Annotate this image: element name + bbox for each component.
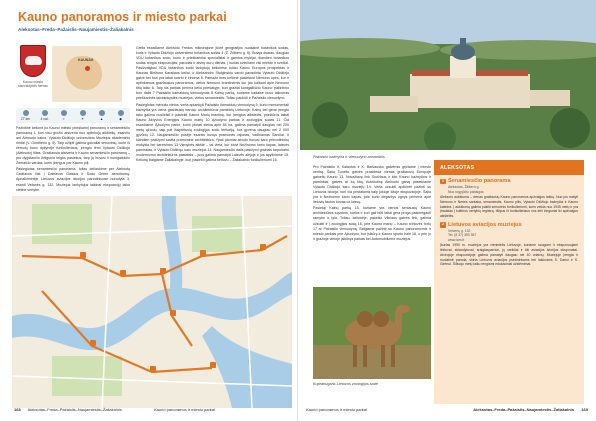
pazaislis-photo — [300, 0, 596, 150]
intro-column — [16, 126, 130, 194]
location-marker-icon — [85, 66, 90, 71]
locator-map-label: KAUNAS — [78, 58, 94, 62]
terrain-icon — [61, 110, 67, 116]
stat-terrain: ≈ — [54, 108, 73, 123]
elevation-icon — [99, 110, 105, 116]
coat-caption: Kauno miesto savivaldybės herbas — [18, 80, 48, 89]
camel-photo-graphic — [313, 287, 431, 379]
aleksotas-sidebar — [434, 160, 584, 404]
stat-duration: 4 val. — [35, 108, 54, 123]
clock-icon — [42, 110, 48, 116]
coat-of-arms-icon — [20, 45, 46, 77]
intro-paragraph: Pasiegiotas senamiesčio panorama, toliau keliaukime per Aleksotą Gaižiavos link į Dainavos Gaisius ir Sodo Grime aerodromą. Apnaikiminėje Lietuvos aviacijos istorijos parodiniuose nurodyta 3, esanti Vetanės g. 132. Muziejus lankytojus laikinai ekspozicijų laiko vietine vertybe. — [16, 167, 130, 192]
sidebar-entry-text: Įkurtas 1990 m. muziejus yra vienintelis Lietuvoje, kuriame saugomi ir eksponuojami lėktuvai, sklandytuvai, sraigtasparniai, jų varikliai ir kiti aviacijos istorijos eksponatai. Atvirojoje ekspozicijoje galima pamatyti daugiau nei 40 orlaivių. Muziejuje įrengta ir nuolatinė paroda, skirta Lietuvos aviacijos pradininkams bei lakūnams S. Dariui ir S. Girėnui. Šiltuoju metų laiku rengiami edukaciniai užsiėmimai. — [440, 243, 578, 267]
stat-distance: 27 km — [16, 108, 35, 123]
left-page-number: 168 — [14, 407, 21, 412]
route-stats — [16, 108, 130, 123]
body-paragraph: Pasiegiotas mėnulio vietos, verta aplankyti Pažaislio kamaldulų vienuolyną 9, kurio monumentali bažnyčia yra viena gražiausių baroko architektūros paminklų Lietuvoje. Kalnų bei gerai įrengtu taku galima nusileisti ir pasiekti Kauno Marių krantinę, kur įrengtos aikštelės, priežiūros laikai Kauno Aktyvios Energijos Kauno marių 10 Ąžuolyno parkas ir zoologijos sodas 11. Čia esančiame Ąžuolyno parke, kurio plotas siekia apie 84 ha, galima pamatyti daugiau nei 200 metų ąžuolų, taip pat išsiplėtusią zoologijos sodo teritoriją, kur gyvena daugiau nei 2 000 gyvūnų 12. Naujamiesčio pusėje esantis buvęs pramonės rajonas, vadinamas Šančiai, ir šiandien pasižymi savita pramonine architektūra. Ypač įdomiai atrodo buvusi karo prievolininkų mokykla bei kareivinės 13 Vienybės aikštė – tai vieta, kur stovi Nežinomo kario kapas, laisvės paminklas, ir Vytauto Didžiojo karo muziejus 14. Naujamiesčio dalis pasižymi gražiais tarpukario modernizmo architektūros pastatais – juos galima pamatyti Laisvės alėjoje ir jos apylinkėse 15. Kelionę baigiame Žaliakalnyje, kurį pasiekti galima keltuvu – Žaliakalnio funikulieriumi 16. — [136, 102, 290, 163]
sidebar-entry — [434, 219, 584, 267]
sidebar-entry-title: Senamiesčio panorama — [448, 178, 511, 184]
right-center-running-title: Kauno panoramos ir miesto parkai — [306, 407, 367, 412]
route-subtitle: Aleksotas–Freda–Pažaislis–Naujamiestis–Žaliakalnis — [18, 27, 134, 32]
sidebar-entry-meta: Veiverių g. 132 — [448, 228, 471, 233]
sidebar-entry-meta: Aleksotas, Žilibero g. — [448, 185, 480, 189]
sidebar-entry-meta: Nuo rugpjūčio pabaigos — [448, 189, 484, 194]
distance-icon — [23, 110, 29, 116]
locator-map — [52, 46, 122, 102]
stat-difficulty: ◆ — [111, 108, 130, 123]
route-map — [12, 196, 292, 408]
sidebar-entry-title: Lietuvos aviacijos muziejus — [448, 221, 522, 228]
sidebar-header: ALEKSOTAS — [434, 160, 584, 175]
body-paragraph: Greta esančiame Aleksoto Fredos mikrorajone įkūrė geografijos nuokalnė botanikos sodas, kuris ir Vytauto Didžiojo universiteto botanikos sodas 4 (Ž. Žilibero g. 6). Buvęs dvaras, daugiau VDU botanikos sodo, kurio ir prieškariniai specialistai ir gamtos mylėjai, šiandien botanikos sodas rengia ekspozicijas, parodas ir atvirų durų dienas, į kurias kviečiami visi miesto ir svečiai. Pasižvalgiusi VDU botanikos sodo lankytojų kelionėse toliau Kauno Europos prospektas ir Kaunas Birštono Karaliaus keliai, o Aleksandro Stulginskio vardo pavadinta Vytauto Didžiojo gatvė bei kuri yra labai svarbi ir žinoma 5. Pamažu mes kelionė pasiekusi Nemuno upės, kur ir aptinkamos gražiausios panoramos, vietos Nemuno krantinėmis kur jau kalbant apie Nemuno tiltą laiko 6. Taip šis parkas perima kelio priešakyje, kuri gražiai kunigaikščio Kauno pažintinio turo dalis 7 Pažaislio kamaldulų vienuolynas 8 Kalnų parką, kuriame kadaise buvo laikomas prieškarinės laivininkystės muziejus, vietos senamiestis. Toliau paukšti ir Pažaislio vienuolyno. — [136, 46, 289, 101]
left-center-running-title: Kauno panoramos ir miesto parkai — [154, 407, 215, 412]
camel-photo — [313, 287, 431, 379]
body-paragraph: Pro Pažaislio II, Kalantos ir K. Baršausko gatvėmis grįžtame į miesto centrą. Šalia Tunelio gatvės prasideda vienas gražiausių Europoje gatvelių Kauno 13. Nuvažiavę link Sodžiaus ir kito Kauno bažnyčios ir paminklai, gatvės ar ką kitą, Aukštutinę Aleksoto gatvę pasiekiame Vytauto Didžiojo karo muziejų 14. Verta užsukti apžiūrėti pažinti su Lietuvos istorija, kuri čia pristatoma kaip jokioje kitoje ekspozicijoje. Šalia yra ir Nežinomo kario kapas, prie kurio degantys ugnys primena apie lietuvių tautos kovas už laisvę. — [313, 165, 431, 205]
right-page-number: 169 — [581, 407, 588, 412]
sun-icon — [80, 110, 86, 116]
left-footer — [14, 407, 122, 412]
right-body-column — [313, 165, 431, 243]
body-paragraph: Pasiekę Kalnų parką 15, kuriame yra vienos seniausių Kauno architektūros sąvokos, kurios ir kuri gali būti labai gera proga pasimėgauti ramybe ir tyla. Toliau, kelionėje, pakeliui Vilniaus gatvės link, galima užsukti ir į zoologijos sodą 16, prie Kauno marių – Kauno tvirtovės fortų 17 ar Pažaislio vienuolyną. Baigiame pažintį su Kauno panoramomis ir miesto parkais prie Ąžuolyno, kur įsikūrę ir Kauno sporto halė 18, o prie jo ir gražioje vietoje įsikūręs parkas bei Automobilizmo muziejus. — [313, 206, 431, 241]
difficulty-icon — [118, 110, 124, 116]
poi-number-icon: 2 — [442, 222, 444, 227]
route-map-graphic — [12, 196, 292, 408]
sidebar-entry-text: Aleksoto aukštuma – vienas gražiausių Kauno panoramos apžvalgos taškų. Nuo jos matyti Nemuno ir Neries santaka, senamiestis, Kauno pilis, Vytauto Didžiojo bažnyčia ir Kauno katedra. Į aukštumą galima pakilti senoviniu funikulieriumi, kuris veikia nuo 1935 metų ir yra įtrauktas į kultūros vertybių registrą. Išlipus iš funikulieriaus vos keli žingsniai iki apžvalgos aikštelės. — [440, 195, 578, 218]
left-running-head: Aleksotas–Freda–Pažaislis–Naujamiestis–Žaliakalnis — [27, 407, 122, 412]
coat-of-arms-box — [16, 45, 50, 107]
intro-paragraph: Pažintinė kelionė po Kauno miesto prieškarinį panoramų ir senamiesčio panoramą 1, kuri visu grožiu atsiveria nuo aplinkujų aikštelių, esančiu ant Aleksoto kalno. Vytauto Didžiojo universiteto Muziejus akademinis rimtai (V. Guntherio g. 5). Taip užlipti galima gaivaliai senovinių, kurie iš žemuių buvo dykynėje funikulieriaus, įrengtu lėmi Vytauto Didžiojo (Aleksoto) tiltas. Gražiausia atsiveria ir Kauno senamiesčio panoramą – pro dygstančio žvilgsnio teigus pasiekus, tarp jų buvusi ir kunigaikščio Žemaičio vardas, kuris įžengus per Kauno pilį. — [16, 126, 130, 166]
sidebar-entry-meta: www.lam.lt — [448, 237, 465, 242]
pazaislis-photo-caption: Pažaislio bažnyčia ir vienuolyno ansamblis — [313, 155, 385, 159]
camel-photo-caption: Kupranugaris Lietuvos zoologijos sode — [313, 382, 379, 386]
pazaislis-photo-graphic — [300, 0, 596, 150]
body-column — [136, 46, 289, 164]
stat-season: ☀ — [73, 108, 92, 123]
poi-number-icon: 1 — [442, 178, 444, 183]
page-title: Kauno panoramos ir miesto parkai — [18, 10, 227, 24]
stat-elevation: ▲ — [92, 108, 111, 123]
sidebar-entry-meta: Tel. (8 37) 390 357 — [448, 233, 477, 238]
sidebar-entry — [434, 175, 584, 219]
right-running-head: Aleksotas–Freda–Pažaislis–Naujamiestis–Žaliakalnis — [473, 407, 574, 412]
